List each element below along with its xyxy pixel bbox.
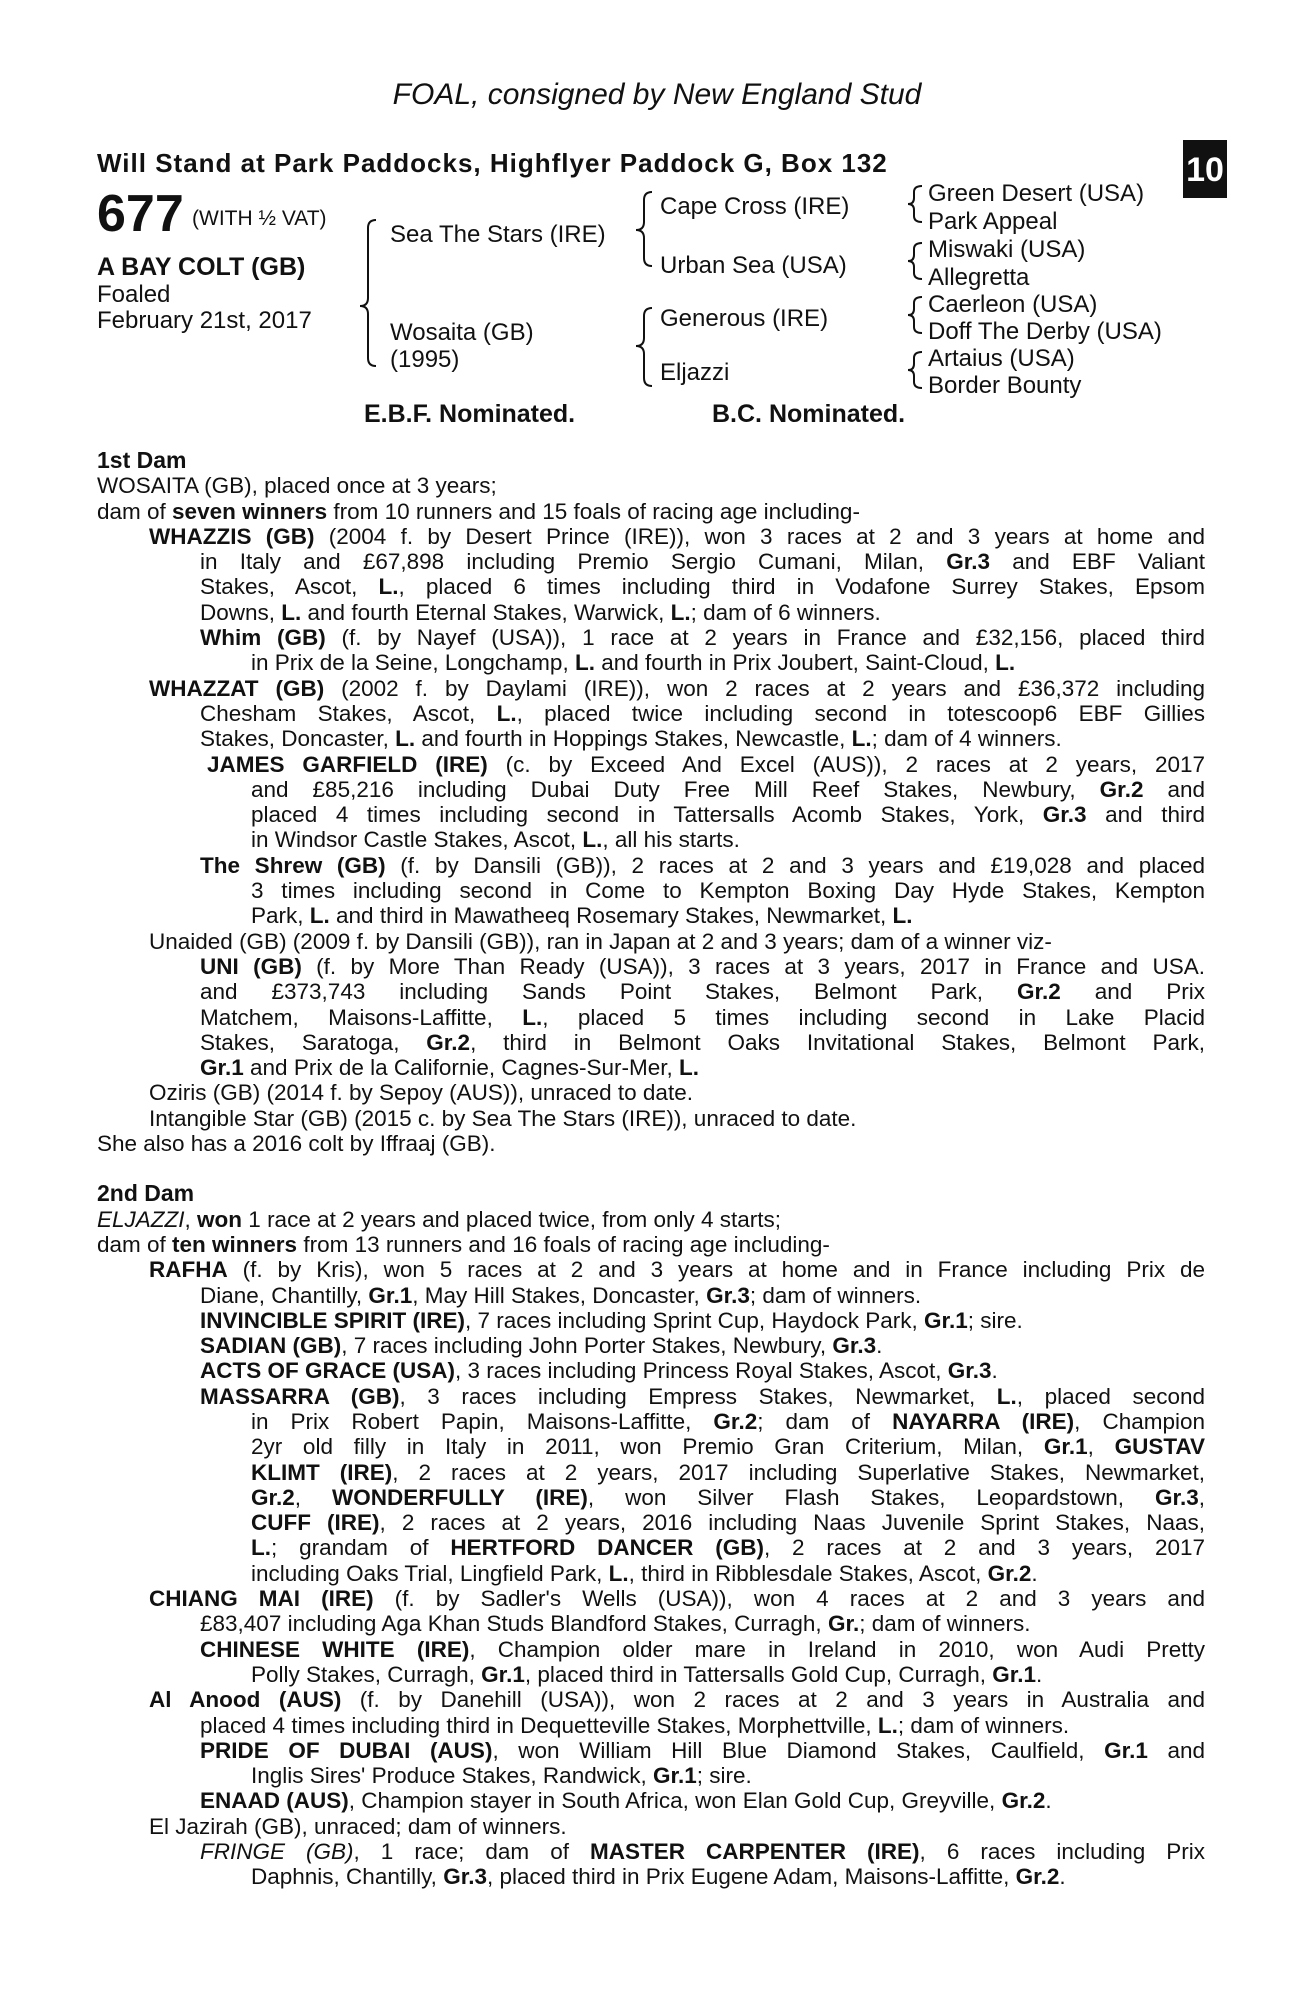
dam-of-pre: dam of xyxy=(97,498,173,524)
dam-of-winners: seven winners xyxy=(172,498,328,524)
lot-title: A BAY COLT (GB) xyxy=(97,253,306,281)
first-dam-produce-line: The Shrew (GB) (f. by Dansili (GB)), 2 races at 2 and 3 years and £19,028 and placed xyxy=(200,852,1205,878)
second-dam-produce-line: £83,407 including Aga Khan Studs Blandford Stakes, Curragh, Gr.; dam of winners. xyxy=(200,1611,1031,1637)
first-dam-produce-line: in Italy and £67,898 including Premio Sergio Cumani, Milan, Gr.3 and EBF Valiant xyxy=(200,549,1205,575)
badge-plus: + xyxy=(1187,121,1198,141)
first-dam-heading: 1st Dam xyxy=(97,447,187,473)
second-dam-produce-line: placed 4 times including third in Dequetteville Stakes, Morphettville, L.; dam of winners. xyxy=(200,1712,1070,1738)
second-dam-produce-line: L.; grandam of HERTFORD DANCER (GB), 2 races at 2 and 3 years, 2017 xyxy=(251,1535,1206,1561)
second-dam-produce-line: Diane, Chantilly, Gr.1, May Hill Stakes, Doncaster, Gr.3; dam of winners. xyxy=(200,1282,922,1308)
pedigree-ggp-6: Doff The Derby (USA) xyxy=(928,318,1162,345)
second-dam-produce-line: KLIMT (IRE), 2 races at 2 years, 2017 including Superlative Stakes, Newmarket, xyxy=(251,1459,1205,1485)
pedigree-ggp-8: Border Bounty xyxy=(928,372,1082,399)
second-dam-produce-line: RAFHA (f. by Kris), won 5 races at 2 and 3 years at home and in France including Prix de xyxy=(149,1257,1205,1283)
section-gap xyxy=(97,1156,1205,1181)
second-dam-produce-line: 2yr old filly in Italy in 2011, won Premio Gran Criterium, Milan, Gr.1, GUSTAV xyxy=(251,1434,1205,1460)
first-dam-produce-line: Gr.1 and Prix de la Californie, Cagnes-Sur-Mer, L. xyxy=(200,1055,699,1081)
second-dam-produce-line: ENAAD (AUS), Champion stayer in South Africa, won Elan Gold Cup, Greyville, Gr.2. xyxy=(200,1788,1052,1814)
first-dam-produce-line: Whim (GB) (f. by Nayef (USA)), 1 race at 2 years in France and £32,156, placed third xyxy=(200,625,1205,651)
brace-dam-parents xyxy=(636,308,652,386)
dam-of-post: from 13 runners and 16 foals of racing age including- xyxy=(297,1231,830,1257)
first-dam-produce-line: Unaided (GB) (2009 f. by Dansili (GB)), ran in Japan at 2 and 3 years; dam of a winner viz- xyxy=(149,928,1052,954)
pedigree-dam-dam: Eljazzi xyxy=(660,359,730,386)
pedigree-ggp-7: Artaius (USA) xyxy=(928,345,1075,372)
dam-of-pre: dam of xyxy=(97,1231,173,1257)
first-dam-produce-line: and £373,743 including Sands Point Stakes, Belmont Park, Gr.2 and Prix xyxy=(200,979,1205,1005)
second-dam-produce-summary xyxy=(97,1232,1205,1257)
second-dam-produce-line: PRIDE OF DUBAI (AUS), won William Hill Blue Diamond Stakes, Caulfield, Gr.1 and xyxy=(200,1737,1206,1763)
first-dam-produce-line: Chesham Stakes, Ascot, L., placed twice including second in totescoop6 EBF Gillies xyxy=(200,700,1205,726)
first-dam-produce-line: placed 4 times including second in Tattersalls Acomb Stakes, York, Gr.3 and third xyxy=(251,802,1205,828)
second-dam-heading: 2nd Dam xyxy=(97,1180,195,1207)
first-dam-produce-line: in Prix de la Seine, Longchamp, L. and fourth in Prix Joubert, Saint-Cloud, L. xyxy=(251,650,1016,676)
pedigree-braces xyxy=(0,0,1314,420)
pedigree-sire-sire: Cape Cross (IRE) xyxy=(660,193,850,220)
pedigree-dam: Wosaita (GB) xyxy=(390,319,534,346)
brace-ggp-1 xyxy=(908,186,922,222)
foaled-label: Foaled xyxy=(97,281,171,308)
second-dam-produce-line: INVINCIBLE SPIRIT (IRE), 7 races including Sprint Cup, Haydock Park, Gr.1; sire. xyxy=(200,1307,1023,1333)
first-dam-produce-line: Park, L. and third in Mawatheeq Rosemary Stakes, Newmarket, L. xyxy=(251,903,913,929)
dam-of-post: from 10 runners and 15 foals of racing age including- xyxy=(327,498,860,524)
lot-number: 677 xyxy=(97,185,184,243)
brace-ggp-4 xyxy=(908,352,922,388)
dam-of-winners: ten winners xyxy=(172,1231,298,1257)
first-dam-produce-line: 3 times including second in Come to Kempton Boxing Day Hyde Stakes, Kempton xyxy=(251,878,1205,904)
first-dam-produce-summary xyxy=(97,499,1205,524)
pedigree-ggp-2: Park Appeal xyxy=(928,208,1058,235)
pedigree-ggp-1: Green Desert (USA) xyxy=(928,180,1145,207)
first-dam-produce-line: Stakes, Doncaster, L. and fourth in Hoppings Stakes, Newcastle, L.; dam of 4 winners. xyxy=(200,726,1062,752)
brace-ggp-3 xyxy=(908,297,922,333)
second-dam-produce-line: CHIANG MAI (IRE) (f. by Sadler's Wells (USA)), won 4 races at 2 and 3 years and xyxy=(149,1586,1205,1612)
second-dam-produce-line: CUFF (IRE), 2 races at 2 years, 2016 including Naas Juvenile Sprint Stakes, Naas, xyxy=(251,1510,1205,1536)
pedigree-sire-dam: Urban Sea (USA) xyxy=(660,252,847,279)
second-dam-won: won xyxy=(197,1206,243,1232)
pedigree-ggp-5: Caerleon (USA) xyxy=(928,291,1098,318)
pedigree-sire: Sea The Stars (IRE) xyxy=(390,221,606,248)
first-dam-produce-line: UNI (GB) (f. by More Than Ready (USA)), 3 races at 3 years, 2017 in France and USA. xyxy=(200,953,1205,979)
catalogue-body xyxy=(97,448,1205,1890)
bc-nominated: B.C. Nominated. xyxy=(712,400,906,428)
first-dam-produce-line: WHAZZIS (GB) (2004 f. by Desert Prince (IRE)), won 3 races at 2 and 3 years at home and xyxy=(149,523,1205,549)
second-dam-produce-line: FRINGE (GB), 1 race; dam of MASTER CARPENTER (IRE), 6 races including Prix xyxy=(200,1839,1205,1865)
second-dam-produce-line: Daphnis, Chantilly, Gr.3, placed third in Prix Eugene Adam, Maisons-Laffitte, Gr.2. xyxy=(251,1864,1066,1890)
first-dam-produce-line: Oziris (GB) (2014 f. by Sepoy (AUS)), unraced to date. xyxy=(149,1080,693,1106)
first-dam-produce-line: Matchem, Maisons-Laffitte, L., placed 5 times including second in Lake Placid xyxy=(200,1004,1205,1030)
consignment-header: FOAL, consigned by New England Stud xyxy=(392,78,922,111)
brace-parents xyxy=(360,220,376,366)
first-dam-produce-line: Intangible Star (GB) (2015 c. by Sea The Stars (IRE)), unraced to date. xyxy=(149,1105,857,1131)
first-dam-produce-line: Stakes, Ascot, L., placed 6 times including third in Vodafone Surrey Stakes, Epsom xyxy=(200,574,1205,600)
pedigree-dam-sire: Generous (IRE) xyxy=(660,305,829,332)
badge-number: 10 xyxy=(1186,151,1224,189)
foaled-date: February 21st, 2017 xyxy=(97,307,312,334)
second-dam-produce-line: Gr.2, WONDERFULLY (IRE), won Silver Flash Stakes, Leopardstown, Gr.3, xyxy=(251,1484,1205,1510)
second-dam-produce-line: El Jazirah (GB), unraced; dam of winners. xyxy=(149,1813,567,1839)
second-dam-produce-line: Inglis Sires' Produce Stakes, Randwick, Gr.1; sire. xyxy=(251,1763,752,1789)
second-dam-produce-line: Al Anood (AUS) (f. by Danehill (USA)), won 2 races at 2 and 3 years in Australia and xyxy=(149,1687,1205,1713)
brace-ggp-2 xyxy=(908,243,922,279)
first-dam-produce-line: She also has a 2016 colt by Iffraaj (GB). xyxy=(97,1131,496,1157)
first-dam-produce-line: Stakes, Saratoga, Gr.2, third in Belmont Oaks Invitational Stakes, Belmont Park, xyxy=(200,1029,1205,1055)
first-dam-produce-line: Downs, L. and fourth Eternal Stakes, Warwick, L.; dam of 6 winners. xyxy=(200,599,881,625)
second-dam-name: ELJAZZI xyxy=(97,1206,185,1232)
second-dam-intro: ELJAZZI, won 1 race at 2 years and placed twice, from only 4 starts; xyxy=(97,1206,782,1232)
lot-vat: (WITH ½ VAT) xyxy=(192,207,327,230)
second-dam-intro-rest: 1 race at 2 years and placed twice, from only 4 starts; xyxy=(242,1206,782,1232)
second-dam-produce-line: including Oaks Trial, Lingfield Park, L., third in Ribblesdale Stakes, Ascot, Gr.2. xyxy=(251,1560,1038,1586)
first-dam-intro: WOSAITA (GB), placed once at 3 years; xyxy=(97,473,497,499)
first-dam-produce-line: and £85,216 including Dubai Duty Free Mill Reef Stakes, Newbury, Gr.2 and xyxy=(251,776,1205,802)
first-dam-produce-line: in Windsor Castle Stakes, Ascot, L., all his starts. xyxy=(251,827,740,853)
first-dam-produce-line: WHAZZAT (GB) (2002 f. by Daylami (IRE)), won 2 races at 2 years and £36,372 including xyxy=(149,675,1205,701)
second-dam-produce-line: SADIAN (GB), 7 races including John Porter Stakes, Newbury, Gr.3. xyxy=(200,1333,883,1359)
second-dam-produce-line: MASSARRA (GB), 3 races including Empress Stakes, Newmarket, L., placed second xyxy=(200,1383,1205,1409)
pedigree-ggp-3: Miswaki (USA) xyxy=(928,236,1086,263)
pedigree-dam-year: (1995) xyxy=(390,346,460,373)
second-dam-produce-line: in Prix Robert Papin, Maisons-Laffitte, Gr.2; dam of NAYARRA (IRE), Champion xyxy=(251,1408,1205,1434)
second-dam-produce-line: CHINESE WHITE (IRE), Champion older mare in Ireland in 2010, won Audi Pretty xyxy=(200,1636,1205,1662)
first-dam-produce-line: JAMES GARFIELD (IRE) (c. by Exceed And Excel (AUS)), 2 races at 2 years, 2017 xyxy=(207,751,1205,777)
pedigree-ggp-4: Allegretta xyxy=(928,264,1030,291)
ebf-nominated: E.B.F. Nominated. xyxy=(364,400,576,428)
second-dam-produce-line: Polly Stakes, Curragh, Gr.1, placed third in Tattersalls Gold Cup, Curragh, Gr.1. xyxy=(251,1661,1043,1687)
brace-sire-parents xyxy=(636,192,652,266)
stand-location: Will Stand at Park Paddocks, Highflyer Paddock G, Box 132 xyxy=(97,148,888,178)
second-dam-produce-line: ACTS OF GRACE (USA), 3 races including Princess Royal Stakes, Ascot, Gr.3. xyxy=(200,1358,998,1384)
